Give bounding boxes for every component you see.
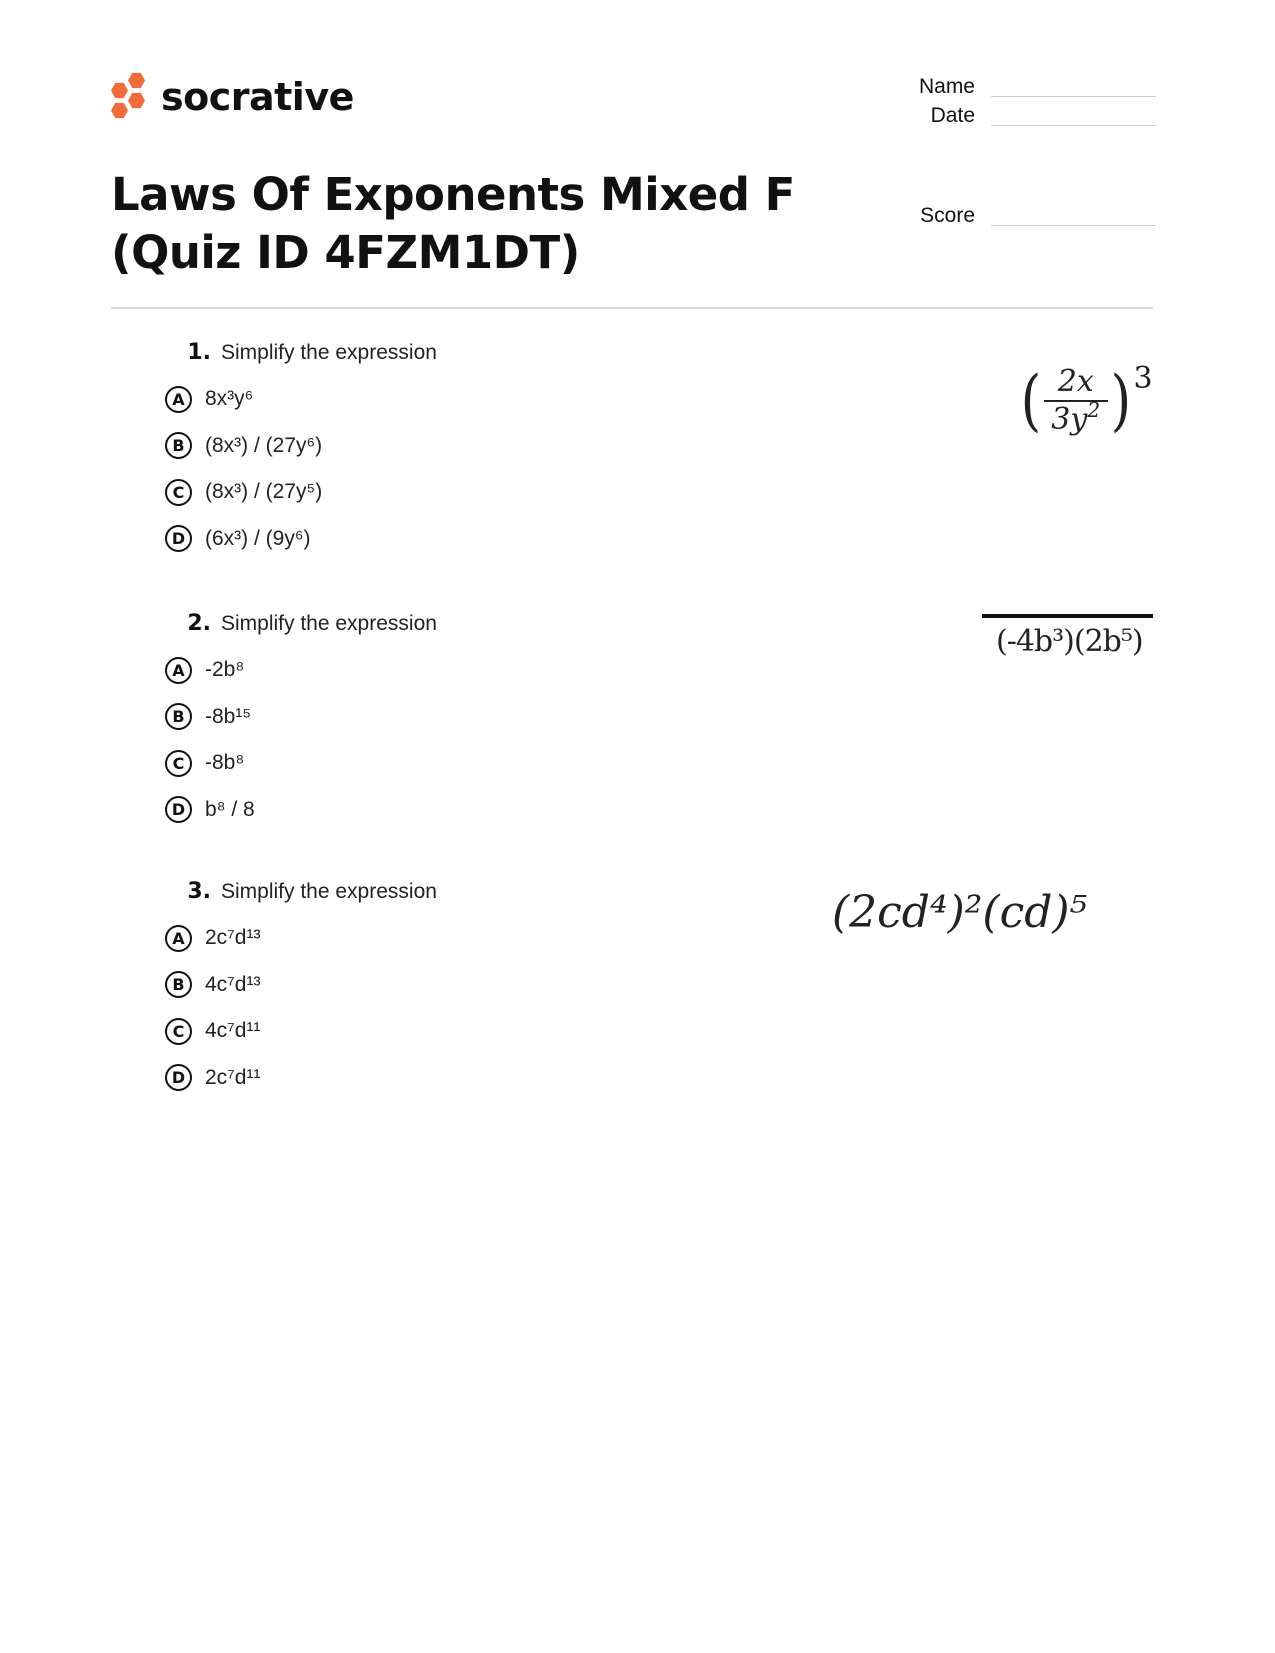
option-b[interactable] — [165, 962, 437, 1009]
option-text: (8x³) / (27y⁶) — [205, 433, 323, 457]
option-letter-badge: A — [165, 925, 192, 952]
option-text: -8b⁸ — [205, 751, 245, 775]
hexagon-cluster-logo-icon — [111, 72, 151, 122]
option-a[interactable] — [165, 915, 437, 962]
option-text: (6x³) / (9y⁶) — [205, 526, 311, 550]
option-letter-badge: D — [165, 525, 192, 552]
option-b[interactable] — [165, 694, 437, 741]
option-d[interactable] — [165, 787, 437, 834]
question-3 — [165, 879, 437, 1101]
question-1 — [165, 340, 437, 562]
score-line[interactable] — [991, 224, 1156, 226]
header-divider — [111, 307, 1153, 309]
score-label: Score — [920, 204, 975, 227]
option-c[interactable] — [165, 1008, 437, 1055]
option-b[interactable] — [165, 423, 437, 470]
option-text: 2c⁷d¹³ — [205, 926, 261, 950]
option-text: 4c⁷d¹¹ — [205, 1019, 261, 1043]
question-prompt: Simplify the expression — [221, 341, 437, 364]
date-line[interactable] — [991, 124, 1156, 126]
name-line[interactable] — [991, 95, 1156, 97]
option-letter-badge: D — [165, 1064, 192, 1091]
option-text: 2c⁷d¹¹ — [205, 1065, 261, 1089]
option-letter-badge: A — [165, 657, 192, 684]
question-2-expression-image: (-4b³)(2b⁵) — [996, 624, 1143, 659]
question-number: 1. — [187, 340, 211, 365]
score-field[interactable] — [880, 204, 1156, 228]
option-text: -2b⁸ — [205, 658, 245, 682]
option-c[interactable] — [165, 469, 437, 516]
option-text: -8b¹⁵ — [205, 704, 252, 728]
option-a[interactable] — [165, 376, 437, 423]
option-letter-badge: C — [165, 479, 192, 506]
option-letter-badge: B — [165, 432, 192, 459]
date-field[interactable] — [880, 104, 1156, 128]
option-text: 8x³y⁶ — [205, 387, 254, 411]
option-text: 4c⁷d¹³ — [205, 972, 261, 996]
date-label: Date — [930, 104, 975, 127]
socrative-logo — [111, 72, 354, 122]
question-1-expression-image: ( $\frac{2x}{3y^2}$ ) 3 — [1020, 361, 1153, 439]
option-d[interactable] — [165, 516, 437, 563]
name-field[interactable] — [880, 75, 1156, 99]
question-number: 2. — [187, 611, 211, 636]
brand-name: socrative — [161, 75, 354, 119]
option-a[interactable] — [165, 647, 437, 694]
name-label: Name — [918, 75, 975, 98]
option-letter-badge: C — [165, 750, 192, 777]
option-letter-badge: A — [165, 386, 192, 413]
question-2 — [165, 611, 437, 833]
option-letter-badge: B — [165, 703, 192, 730]
question-prompt: Simplify the expression — [221, 880, 437, 903]
expression-rule-line — [982, 614, 1153, 618]
option-letter-badge: D — [165, 796, 192, 823]
option-text: (8x³) / (27y⁵) — [205, 480, 323, 504]
option-letter-badge: C — [165, 1018, 192, 1045]
page-title: Laws Of Exponents Mixed F (Quiz ID 4FZM1DT) — [111, 168, 795, 279]
option-text: b⁸ / 8 — [205, 797, 255, 821]
option-letter-badge: B — [165, 971, 192, 998]
question-3-expression-image: (2cd⁴)²(cd)⁵ — [832, 887, 1088, 938]
question-prompt: Simplify the expression — [221, 612, 437, 635]
question-number: 3. — [187, 879, 211, 904]
option-c[interactable] — [165, 740, 437, 787]
option-d[interactable] — [165, 1055, 437, 1102]
